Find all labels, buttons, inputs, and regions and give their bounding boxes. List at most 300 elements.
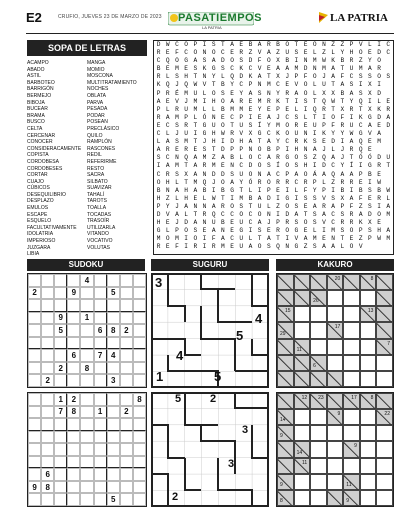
kakuro-cell[interactable] — [376, 425, 393, 441]
grid-letter: M — [175, 65, 179, 73]
sudoku-cell[interactable] — [67, 337, 80, 350]
sudoku-cell[interactable] — [41, 493, 54, 506]
kakuro-cell[interactable] — [327, 306, 344, 322]
sudoku-cell[interactable]: 8 — [41, 481, 54, 494]
grid-letter: M — [294, 65, 299, 73]
sudoku-cell[interactable]: 8 — [67, 406, 80, 419]
sudoku-cell[interactable] — [54, 274, 67, 287]
kakuro-clue-cell — [294, 339, 311, 355]
sudoku-cell[interactable] — [41, 418, 54, 431]
sudoku-cell[interactable] — [54, 493, 67, 506]
sudoku-cell[interactable] — [80, 287, 93, 300]
sudoku-cell[interactable] — [120, 418, 133, 431]
sudoku-cell[interactable] — [94, 393, 107, 406]
grid-row — [154, 73, 393, 81]
sudoku-cell[interactable] — [41, 287, 54, 300]
sudoku-cell[interactable] — [133, 274, 146, 287]
grid-letter: R — [156, 243, 161, 251]
grid-letter: M — [175, 113, 179, 121]
grid-letter: R — [349, 105, 354, 113]
grid-letter: E — [377, 121, 381, 129]
sudoku-cell[interactable] — [80, 481, 93, 494]
kakuro-cell[interactable] — [310, 458, 327, 474]
kakuro-cell[interactable] — [360, 290, 377, 306]
sudoku-cell[interactable] — [41, 456, 54, 469]
grid-letter: T — [340, 65, 345, 73]
sudoku-cell[interactable] — [28, 418, 41, 431]
sudoku-cell[interactable] — [94, 443, 107, 456]
grid-letter: L — [368, 41, 372, 48]
sudoku-cell[interactable] — [28, 274, 41, 287]
grid-letter: S — [303, 154, 308, 162]
grid-letter: Z — [331, 178, 336, 186]
grid-letter: A — [156, 146, 161, 154]
grid-letter: C — [165, 154, 170, 162]
sudoku-cell[interactable] — [107, 393, 120, 406]
sudoku-cell[interactable] — [133, 468, 146, 481]
sudoku-cell[interactable] — [54, 337, 67, 350]
grid-letter: R — [285, 219, 290, 227]
sudoku-cell[interactable] — [94, 299, 107, 312]
grid-letter: P — [358, 227, 363, 235]
sudoku-cell[interactable] — [67, 362, 80, 375]
sudoku-cell[interactable] — [120, 299, 133, 312]
sudoku-cell[interactable]: 5 — [107, 287, 120, 300]
sudoku-cell[interactable] — [133, 324, 146, 337]
sudoku-cell[interactable] — [107, 418, 120, 431]
grid-letter: I — [184, 235, 189, 243]
grid-letter: K — [248, 73, 253, 81]
sudoku-cell[interactable]: 4 — [107, 349, 120, 362]
sudoku-cell[interactable] — [41, 393, 54, 406]
grid-letter: L — [312, 227, 317, 235]
sudoku-cell[interactable] — [28, 406, 41, 419]
sudoku-cell[interactable]: 8 — [80, 362, 93, 375]
sudoku-cell[interactable] — [107, 431, 120, 444]
grid-letter: L — [156, 138, 161, 146]
sudoku-cell[interactable] — [133, 337, 146, 350]
sudoku-cell[interactable] — [120, 312, 133, 325]
suguru-puzzle-2 — [151, 392, 269, 507]
sudoku-cell[interactable] — [54, 481, 67, 494]
sudoku-cell[interactable]: 7 — [94, 349, 107, 362]
sudoku-cell[interactable]: 5 — [54, 324, 67, 337]
kakuro-cell[interactable] — [376, 490, 393, 506]
sudoku-cell[interactable] — [28, 312, 41, 325]
sudoku-cell[interactable] — [94, 374, 107, 387]
kakuro-cell[interactable] — [327, 339, 344, 355]
grid-letter: M — [175, 162, 179, 170]
grid-letter: S — [312, 138, 317, 146]
sudoku-cell[interactable] — [107, 337, 120, 350]
sudoku-cell[interactable] — [94, 456, 107, 469]
sudoku-cell[interactable] — [41, 349, 54, 362]
word-item: OBLATA — [87, 92, 106, 99]
sudoku-cell[interactable]: 9 — [28, 481, 41, 494]
sudoku-cell[interactable]: 1 — [80, 312, 93, 325]
grid-letter: S — [175, 73, 179, 81]
grid-letter: O — [257, 146, 262, 154]
sudoku-cell[interactable] — [94, 431, 107, 444]
sudoku-cell[interactable] — [67, 493, 80, 506]
sudoku-cell[interactable] — [80, 406, 93, 419]
grid-letter: T — [340, 235, 345, 243]
sudoku-cell[interactable] — [133, 362, 146, 375]
sudoku-cell[interactable] — [133, 287, 146, 300]
grid-letter: S — [358, 89, 363, 97]
sudoku-cell[interactable] — [94, 481, 107, 494]
grid-row — [154, 98, 393, 106]
sudoku-cell[interactable] — [80, 456, 93, 469]
sudoku-cell[interactable] — [80, 349, 93, 362]
sudoku-cell[interactable] — [54, 349, 67, 362]
sudoku-cell[interactable] — [107, 406, 120, 419]
sudoku-cell[interactable] — [67, 324, 80, 337]
kakuro-cell[interactable] — [327, 474, 344, 490]
sudoku-cell[interactable] — [41, 443, 54, 456]
kakuro-cell[interactable] — [343, 339, 360, 355]
kakuro-cell[interactable] — [343, 306, 360, 322]
sudoku-cell[interactable] — [133, 406, 146, 419]
grid-row — [154, 243, 393, 251]
grid-letter: A — [193, 57, 198, 65]
sudoku-cell[interactable] — [94, 362, 107, 375]
sudoku-cell[interactable] — [80, 374, 93, 387]
grid-letter: A — [230, 41, 234, 48]
sudoku-cell[interactable] — [94, 287, 107, 300]
sudoku-cell[interactable]: 2 — [67, 393, 80, 406]
sudoku-cell[interactable]: 3 — [107, 374, 120, 387]
sudoku-cell[interactable] — [120, 443, 133, 456]
kakuro-clue-cell — [294, 371, 311, 387]
kakuro-cell[interactable] — [360, 371, 377, 387]
kakuro-clue-cell — [277, 339, 294, 355]
grid-letter: O — [312, 41, 317, 48]
grid-letter: M — [202, 154, 207, 162]
sudoku-cell[interactable] — [133, 374, 146, 387]
grid-letter: G — [294, 243, 299, 251]
grid-letter: Y — [239, 89, 244, 97]
sudoku-cell[interactable] — [107, 468, 120, 481]
grid-letter: K — [276, 130, 280, 138]
sudoku-cell[interactable] — [120, 493, 133, 506]
kakuro-cell[interactable] — [360, 441, 377, 457]
sudoku-cell[interactable] — [133, 312, 146, 325]
sudoku-cell[interactable] — [133, 493, 146, 506]
grid-letter: E — [358, 178, 363, 186]
sudoku-cell[interactable] — [67, 431, 80, 444]
kakuro-cell[interactable] — [360, 425, 377, 441]
grid-letter: B — [276, 41, 280, 48]
sudoku-cell[interactable] — [54, 299, 67, 312]
grid-letter: J — [340, 146, 345, 154]
grid-letter: H — [349, 49, 354, 57]
kakuro-cell[interactable] — [343, 290, 360, 306]
sudoku-cell[interactable] — [67, 468, 80, 481]
kakuro-cell[interactable] — [310, 322, 327, 338]
sudoku-cell[interactable] — [133, 443, 146, 456]
grid-letter: A — [331, 65, 336, 73]
kakuro-cell[interactable] — [327, 355, 344, 371]
sudoku-cell[interactable] — [54, 418, 67, 431]
sudoku-cell[interactable]: 2 — [120, 406, 133, 419]
sudoku-cell[interactable] — [54, 287, 67, 300]
kakuro-cell[interactable] — [327, 425, 344, 441]
kakuro-cell[interactable] — [294, 425, 311, 441]
sudoku-cell[interactable] — [28, 468, 41, 481]
sudoku-cell[interactable] — [133, 456, 146, 469]
sudoku-cell[interactable] — [41, 406, 54, 419]
sudoku-cell[interactable] — [28, 337, 41, 350]
kakuro-clue-cell — [343, 490, 360, 506]
sudoku-cell[interactable] — [107, 299, 120, 312]
kakuro-cell[interactable] — [360, 339, 377, 355]
sudoku-cell[interactable] — [80, 299, 93, 312]
grid-letter: Q — [276, 243, 280, 251]
sudoku-cell[interactable] — [41, 312, 54, 325]
sudoku-cell[interactable] — [120, 481, 133, 494]
sudoku-cell[interactable]: 5 — [107, 493, 120, 506]
suguru-1-cell-a: 3 — [155, 275, 163, 290]
grid-letter: P — [230, 146, 234, 154]
word-item: CELTA — [27, 125, 43, 132]
sudoku-cell[interactable] — [28, 362, 41, 375]
grid-letter: Z — [358, 235, 363, 243]
sudoku-cell[interactable] — [133, 481, 146, 494]
grid-letter: B — [156, 65, 161, 73]
sudoku-cell[interactable]: 6 — [41, 468, 54, 481]
grid-letter: S — [294, 49, 299, 57]
sudoku-cell[interactable] — [41, 299, 54, 312]
sudoku-cell[interactable] — [67, 481, 80, 494]
sudoku-cell[interactable] — [94, 468, 107, 481]
sudoku-cell[interactable]: 9 — [67, 287, 80, 300]
sudoku-cell[interactable]: 8 — [107, 324, 120, 337]
sudoku-cell[interactable] — [28, 324, 41, 337]
sudoku-cell[interactable] — [120, 393, 133, 406]
sudoku-cell[interactable] — [107, 443, 120, 456]
sudoku-cell[interactable] — [54, 374, 67, 387]
kakuro-cell[interactable] — [376, 371, 393, 387]
grid-letter: C — [239, 162, 244, 170]
sudoku-cell[interactable] — [28, 299, 41, 312]
sudoku-cell[interactable] — [28, 456, 41, 469]
kakuro-cell[interactable] — [310, 425, 327, 441]
kakuro-cell[interactable] — [376, 355, 393, 371]
grid-letter: N — [230, 162, 234, 170]
sudoku-cell[interactable] — [54, 431, 67, 444]
sudoku-cell[interactable] — [94, 337, 107, 350]
kakuro-cell[interactable] — [310, 474, 327, 490]
sudoku-cell[interactable] — [80, 324, 93, 337]
sudoku-cell[interactable] — [67, 456, 80, 469]
sudoku-cell[interactable] — [41, 324, 54, 337]
sudoku-cell[interactable]: 6 — [94, 324, 107, 337]
sudoku-cell[interactable] — [80, 337, 93, 350]
sudoku-cell[interactable] — [94, 274, 107, 287]
kakuro-cell[interactable] — [376, 474, 393, 490]
grid-letter: S — [368, 227, 372, 235]
sudoku-cell[interactable] — [28, 493, 41, 506]
sudoku-cell[interactable] — [120, 456, 133, 469]
kakuro-clue-cell — [343, 274, 360, 290]
kakuro-cell[interactable] — [343, 409, 360, 425]
sudoku-cell[interactable]: 4 — [80, 274, 93, 287]
sudoku-cell[interactable]: 7 — [54, 406, 67, 419]
sudoku-cell[interactable] — [107, 456, 120, 469]
kakuro-cell[interactable] — [327, 290, 344, 306]
sudoku-cell[interactable] — [133, 349, 146, 362]
grid-letter: R — [257, 178, 262, 186]
sudoku-cell[interactable] — [67, 443, 80, 456]
grid-letter: L — [202, 194, 207, 202]
sudoku-cell[interactable]: 2 — [41, 374, 54, 387]
grid-letter: O — [285, 130, 290, 138]
sudoku-cell[interactable] — [67, 374, 80, 387]
kakuro-cell[interactable] — [310, 409, 327, 425]
sudoku-cell[interactable] — [94, 493, 107, 506]
kakuro-clue: 26 — [313, 298, 319, 305]
grid-row — [154, 195, 393, 203]
kakuro-cell[interactable] — [343, 322, 360, 338]
grid-letter: Y — [340, 49, 345, 57]
sudoku-cell[interactable] — [80, 393, 93, 406]
grid-letter: R — [349, 219, 354, 227]
sudoku-cell[interactable] — [67, 418, 80, 431]
sudoku-cell[interactable] — [133, 299, 146, 312]
sudoku-cell[interactable] — [133, 431, 146, 444]
sudoku-cell[interactable] — [80, 418, 93, 431]
kakuro-cell[interactable] — [360, 355, 377, 371]
sudoku-cell[interactable] — [28, 349, 41, 362]
grid-letter: H — [184, 73, 189, 81]
kakuro-cell[interactable] — [360, 409, 377, 425]
kakuro-clue-cell — [294, 290, 311, 306]
sudoku-cell[interactable]: 2 — [28, 287, 41, 300]
grid-letter: S — [294, 219, 299, 227]
kakuro-cell[interactable] — [294, 474, 311, 490]
sudoku-cell[interactable] — [107, 312, 120, 325]
kakuro-clue-cell — [376, 274, 393, 290]
kakuro-cell[interactable] — [343, 371, 360, 387]
kakuro-clue-cell — [327, 274, 344, 290]
kakuro-cell[interactable] — [294, 490, 311, 506]
sudoku-cell[interactable] — [54, 468, 67, 481]
grid-letter: N — [331, 235, 336, 243]
kakuro-cell[interactable] — [360, 322, 377, 338]
grid-letter: A — [211, 227, 216, 235]
kakuro-cell[interactable] — [360, 490, 377, 506]
grid-letter: N — [202, 73, 207, 81]
sudoku-cell[interactable] — [120, 337, 133, 350]
kakuro-cell[interactable] — [294, 409, 311, 425]
grid-letter: L — [248, 235, 253, 243]
kakuro-cell[interactable] — [294, 322, 311, 338]
grid-letter: C — [294, 178, 299, 186]
sudoku-cell[interactable] — [67, 274, 80, 287]
sudoku-cell[interactable] — [41, 274, 54, 287]
sudoku-cell[interactable]: 9 — [54, 312, 67, 325]
sudoku-cell[interactable] — [80, 431, 93, 444]
sudoku-cell[interactable] — [94, 312, 107, 325]
grid-letter: Z — [303, 243, 308, 251]
sudoku-cell[interactable] — [80, 468, 93, 481]
sudoku-cell[interactable] — [107, 274, 120, 287]
kakuro-cell[interactable] — [310, 490, 327, 506]
sudoku-cell[interactable] — [80, 443, 93, 456]
sudoku-cell[interactable] — [107, 481, 120, 494]
sudoku-cell[interactable] — [28, 431, 41, 444]
grid-letter: R — [175, 105, 179, 113]
sudoku-cell[interactable] — [120, 431, 133, 444]
sudoku-cell[interactable]: 1 — [54, 393, 67, 406]
sudoku-cell[interactable] — [67, 299, 80, 312]
grid-letter — [384, 179, 393, 187]
sudoku-cell[interactable] — [28, 374, 41, 387]
kakuro-cell[interactable] — [327, 441, 344, 457]
grid-letter: V — [175, 97, 179, 105]
sudoku-cell[interactable]: 8 — [133, 393, 146, 406]
pasatiempos-logo — [168, 12, 262, 34]
sudoku-cell[interactable]: 2 — [54, 362, 67, 375]
grid-letter: I — [294, 97, 299, 105]
kakuro-cell[interactable] — [343, 425, 360, 441]
word-item: PESADA — [87, 106, 108, 113]
kakuro-cell[interactable] — [310, 441, 327, 457]
sudoku-cell[interactable] — [120, 274, 133, 287]
sudoku-cell[interactable]: 6 — [67, 349, 80, 362]
grid-letter: Q — [230, 73, 234, 81]
sudoku-cell[interactable] — [41, 362, 54, 375]
sudoku-cell[interactable] — [28, 393, 41, 406]
kakuro-cell[interactable] — [294, 306, 311, 322]
sudoku-cell[interactable] — [133, 418, 146, 431]
sudoku-cell[interactable] — [120, 468, 133, 481]
kakuro-cell[interactable] — [376, 458, 393, 474]
sudoku-cell[interactable] — [120, 349, 133, 362]
kakuro-cell[interactable] — [327, 458, 344, 474]
sudoku-cell[interactable] — [107, 362, 120, 375]
sudoku-cell[interactable]: 1 — [94, 406, 107, 419]
kakuro-cell[interactable] — [310, 339, 327, 355]
sudoku-cell[interactable]: 2 — [120, 324, 133, 337]
grid-letter: R — [276, 227, 280, 235]
grid-letter: Y — [349, 97, 354, 105]
kakuro-cell[interactable] — [360, 458, 377, 474]
sudoku-cell[interactable] — [120, 374, 133, 387]
sudoku-cell[interactable] — [80, 493, 93, 506]
sudoku-cell[interactable] — [67, 312, 80, 325]
kakuro-cell[interactable] — [310, 306, 327, 322]
grid-letter: T — [184, 162, 189, 170]
grid-letter: A — [184, 202, 189, 210]
kakuro-cell[interactable] — [376, 441, 393, 457]
grid-letter: R — [294, 138, 299, 146]
sudoku-cell[interactable] — [41, 431, 54, 444]
sudoku-cell[interactable] — [120, 362, 133, 375]
sudoku-cell[interactable] — [120, 287, 133, 300]
kakuro-cell[interactable] — [343, 458, 360, 474]
kakuro-cell[interactable] — [360, 474, 377, 490]
sudoku-cell[interactable] — [54, 456, 67, 469]
sudoku-cell[interactable] — [28, 443, 41, 456]
sudoku-cell[interactable] — [94, 418, 107, 431]
kakuro-cell[interactable] — [343, 355, 360, 371]
sudoku-cell[interactable] — [41, 337, 54, 350]
grid-letter: B — [248, 194, 253, 202]
grid-letter: B — [340, 89, 345, 97]
sudoku-cell[interactable] — [54, 443, 67, 456]
